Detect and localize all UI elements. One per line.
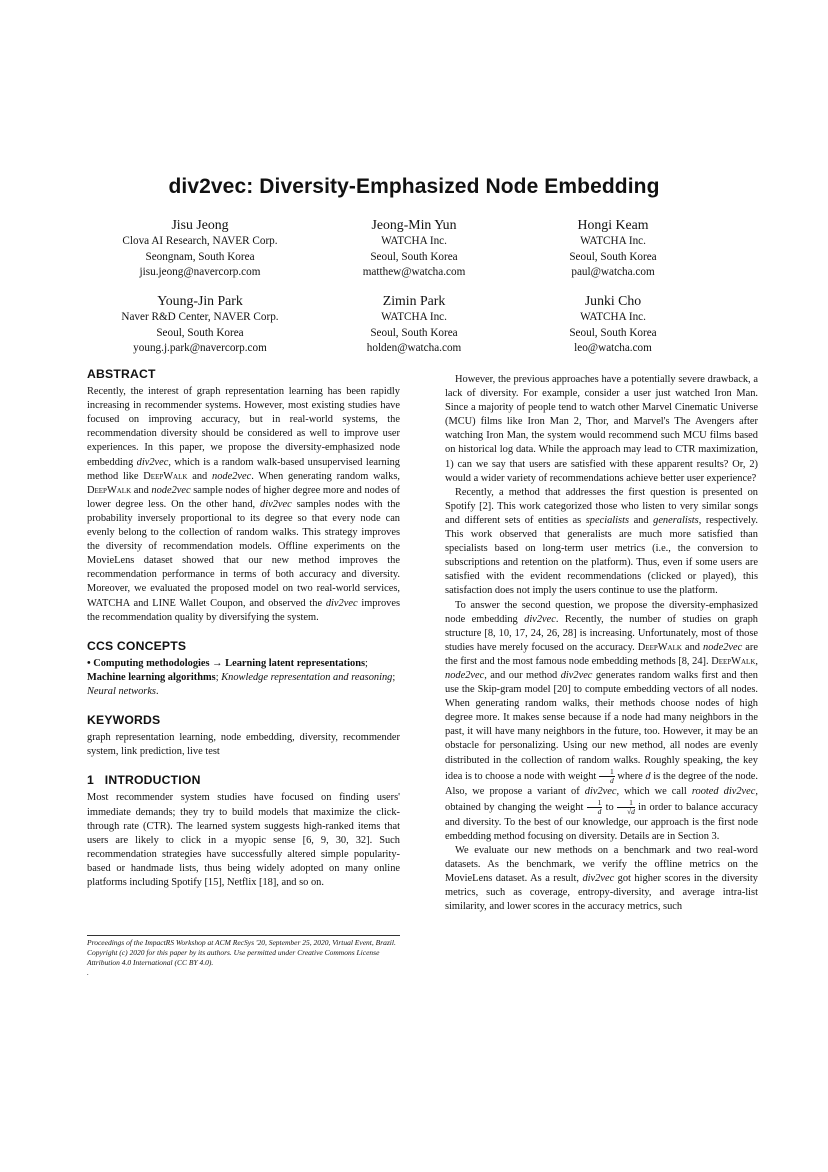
footnote-dot: .	[87, 968, 89, 977]
author-affiliation: WATCHA Inc.	[381, 235, 447, 247]
right-paragraph-4: We evaluate our new methods on a benchmark and two real-word datasets. As the benchmark, we verify the offline metrics on the MovieLens dataset. As a result, div2vec got higher scores in the diversity metrics, such as coverage, entropy-diversity, and average intra-list similarity, and lower scores in the accuracy metrics, such	[445, 844, 759, 913]
keywords-text: graph representation learning, node embedding, diversity, recommender system, link prediction, live test	[87, 732, 400, 758]
author-location: Seoul, South Korea	[569, 250, 657, 263]
author-email: paul@watcha.com	[571, 266, 655, 278]
author-1	[80, 216, 320, 281]
author-location: Seoul, South Korea	[370, 326, 458, 339]
footnote-copyright: Copyright (c) 2020 for this paper by its authors. Use permitted under Creative Commons License Attribution 4.0 International (CC BY 4.0).	[87, 948, 380, 967]
right-paragraph-1: However, the previous approaches have a potentially severe drawback, a lack of diversity. For example, consider a user just watched Iron Man. Since a majority of people tend to watch other Marvel Cinematic Universe (MCU) films like Iron Man 2, Thor, and Marvel's The Avengers after watching Iron Man, the system would recommend such MCU films based on historical log data. While the approach may lead to CTR maximization, 1) can we say that users are satisfied with these apparent results? Or, 2) would a wider variety of recommendations achieve better user experience?	[445, 374, 758, 484]
ccs-text: • Computing methodologies → Learning latent representations; Machine learning algorithms; Knowledge representation and reasoning; Neural networks.	[87, 657, 396, 697]
author-name: Jisu Jeong	[171, 217, 229, 232]
author-email: leo@watcha.com	[574, 342, 652, 354]
footnote	[87, 938, 400, 978]
author-location: Seoul, South Korea	[569, 326, 657, 339]
author-affiliation: WATCHA Inc.	[381, 311, 447, 323]
fraction-one-over-sqrt-d: $\frac{1}{√d}$	[617, 799, 635, 816]
author-3	[493, 216, 733, 281]
footnote-divider	[87, 935, 400, 936]
intro-paragraph-1: Most recommender system studies have focused on finding users' immediate demands; they try to build models that maximize the click-through rate (CTR). The learned system suggests high-ranked items that users are likely to click in a myopic sense [6, 9, 30, 32]. Such recommendation strategies have successfully altered simple popularity-based or handmade lists, thus being widely adopted on many online platforms including Spotify [15], Netflix [18], and so on.	[87, 792, 400, 888]
right-paragraph-3: To answer the second question, we propose the diversity-emphasized node embedding div2vec. Recently, the number of studies on graph structure [8, 10, 17, 24, 26, 28] is increasing. Unfortunately, most of those studies have merely focused on the accuracy. DeepWalk and node2vec are the first and the most famous node embedding methods [8, 24]. DeepWalk, node2vec, and our method div2vec generates random walks first and then use the Skip-gram model [20] to compute embedding vectors of all nodes. When generating random walks, their methods choose nodes of high degree more. It makes sense because if a node had many neighbors in the past, it will have many neighbors in the future, too. However, it may be an obstacle for personalizing. Using our new method, all nodes are evenly distributed in the collection of random walks. Roughly speaking, the key idea is to choose a node with weight $\frac{1}{d}$ where d is the degree of the node. Also, we propose a variant of div2vec, which we call rooted div2vec, obtained by changing the weight $\frac{1}{d}$ to $\frac{1}{√d}$ in order to balance accuracy and diversity. To the best of our knowledge, our approach is the first node embedding method focusing on diversity. Details are in Section 3.	[445, 599, 759, 842]
author-affiliation: Clova AI Research, NAVER Corp.	[122, 235, 278, 247]
author-email: holden@watcha.com	[366, 342, 462, 354]
right-paragraph-2: Recently, a method that addresses the first question is presented on Spotify [2]. This work categorized those who listen to very similar songs and different sets of entities as specialists and generalists, respectively. This work observed that generalists are much more satisfied than specialists based on long-term user metrics (i.e., the conversion to subscriptions and retention on the platform). Thus, even if some users are satisfied with the evident recommendations (clicked or played), this satisfaction does not imply the users continue to use the platform.	[445, 486, 758, 597]
paper-title: div2vec: Diversity-Emphasized Node Embedding	[168, 175, 660, 198]
author-affiliation: Naver R&D Center, NAVER Corp.	[121, 311, 279, 323]
author-4	[80, 292, 320, 357]
author-name: Hongi Keam	[577, 217, 649, 232]
fraction-one-over-d-2: $\frac{1}{d}$	[587, 799, 603, 816]
author-location: Seongnam, South Korea	[145, 250, 255, 263]
author-name: Zimin Park	[382, 293, 446, 308]
author-6	[493, 292, 733, 357]
author-location: Seoul, South Korea	[370, 250, 458, 263]
author-affiliation: WATCHA Inc.	[580, 235, 646, 247]
author-email: jisu.jeong@navercorp.com	[139, 266, 261, 278]
introduction-heading: 1 INTRODUCTION	[87, 773, 201, 788]
abstract-heading: ABSTRACT	[87, 367, 156, 381]
author-affiliation: WATCHA Inc.	[580, 311, 646, 323]
author-name: Junki Cho	[584, 293, 642, 308]
ccs-heading: CCS CONCEPTS	[87, 638, 187, 653]
right-column	[445, 373, 758, 914]
author-name: Young-Jin Park	[157, 293, 243, 308]
author-name: Jeong-Min Yun	[371, 217, 457, 232]
keywords-heading: KEYWORDS	[87, 713, 161, 728]
fraction-one-over-d: $\frac{1}{d}$	[599, 768, 615, 785]
author-email: matthew@watcha.com	[362, 266, 466, 278]
author-location: Seoul, South Korea	[156, 326, 244, 339]
footnote-proceedings: Proceedings of the ImpactRS Workshop at ACM RecSys '20, September 25, 2020, Virtual Event, Brazil.	[87, 938, 396, 947]
author-email: young.j.park@navercorp.com	[133, 342, 267, 354]
left-column	[87, 367, 400, 890]
abstract-text: Recently, the interest of graph representation learning has been rapidly increasing in recommender systems. However, most existing studies have focused on improving accuracy, but in real-world systems, the recommendation diversity should be considered as well to improve user experiences. In this paper, we propose the diversity-emphasized node embedding div2vec, which is a random walk-based unsupervised learning method like DeepWalk and node2vec. When generating random walks, DeepWalk and node2vec sample nodes of higher degree more and nodes of lower degree less. On the other hand, div2vec samples nodes with the probability inversely proportional to its degree so that every node can evenly belong to the collection of random walks. This strategy improves the diversity of recommendation models. Offline experiments on the MovieLens dataset showed that our new method improves the recommendation performance in terms of both accuracy and diversity. Moreover, we evaluated the proposed model on two real-world services, WATCHA and LINE Wallet Coupon, and observed the div2vec improves the recommendation quality by diversifying the system.	[87, 386, 401, 623]
